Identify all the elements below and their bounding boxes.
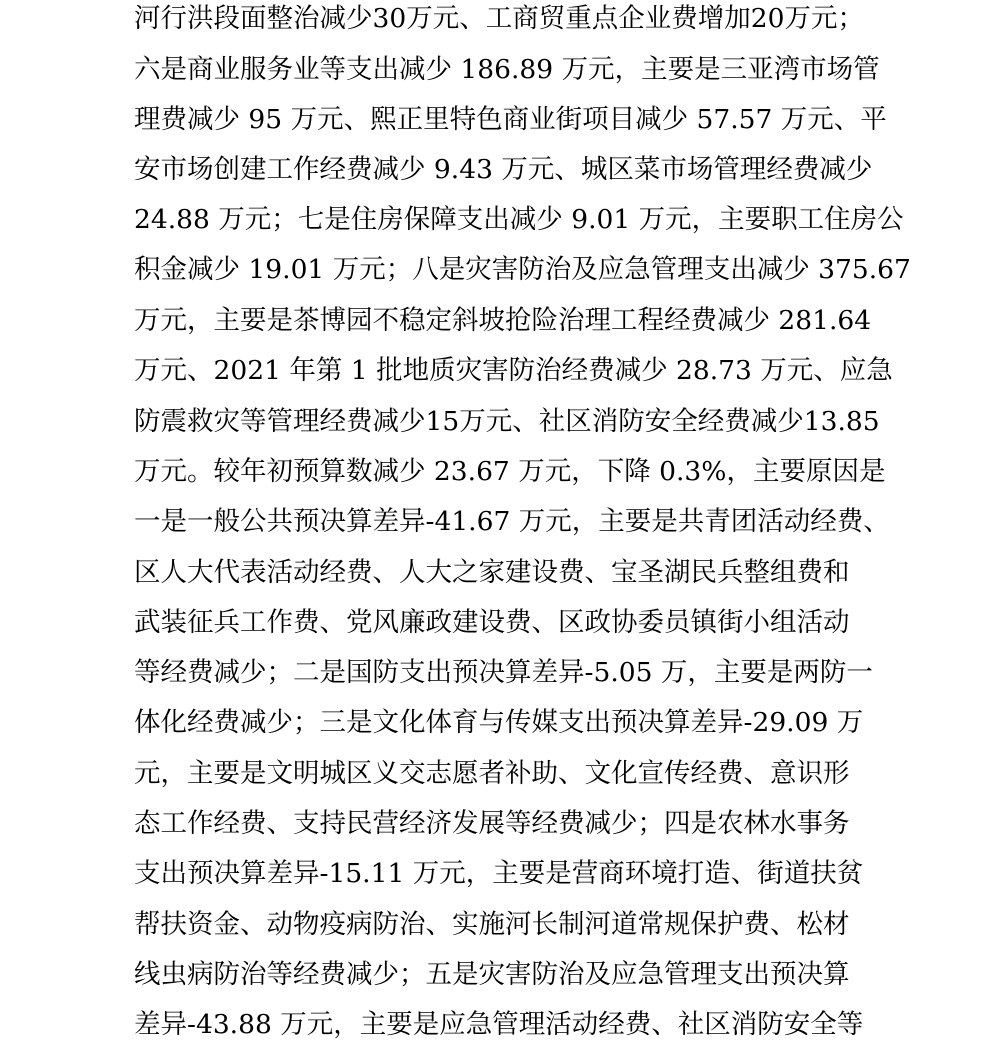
text-line: 支出预决算差异-15.11 万元，主要是营商环境打造、街道扶贫	[134, 858, 864, 889]
text-line: 理费减少 95 万元、熙正里特色商业街项目减少 57.57 万元、平	[134, 104, 887, 135]
text-line: 24.88 万元；七是住房保障支出减少 9.01 万元，主要职工住房公	[134, 204, 904, 235]
text-line: 态工作经费、支持民营经济发展等经费减少；四是农林水事务	[134, 808, 850, 839]
text-line: 线虫病防治等经费减少；五是灾害防治及应急管理支出预决算	[134, 959, 850, 990]
text-line: 一是一般公共预决算差异-41.67 万元，主要是共青团活动经费、	[134, 506, 890, 537]
text-line: 万元，主要是茶博园不稳定斜坡抢险治理工程经费减少 281.64	[134, 305, 872, 336]
text-line: 元，主要是文明城区义交志愿者补助、文化宣传经费、意识形	[134, 758, 850, 789]
text-line: 差异-43.88 万元，主要是应急管理活动经费、社区消防安全等	[134, 1009, 864, 1040]
text-line: 六是商业服务业等支出减少 186.89 万元，主要是三亚湾市场管	[134, 54, 880, 85]
text-line: 防震救灾等管理经费减少15万元、社区消防安全经费减少13.85	[134, 406, 880, 437]
text-line: 区人大代表活动经费、人大之家建设费、宝圣湖民兵整组费和	[134, 557, 850, 588]
text-line: 万元。较年初预算数减少 23.67 万元，下降 0.3%，主要原因是	[134, 456, 886, 487]
text-line: 万元、2021 年第 1 批地质灾害防治经费减少 28.73 万元、应急	[134, 355, 893, 386]
text-line: 安市场创建工作经费减少 9.43 万元、城区菜市场管理经费减少	[134, 154, 873, 185]
text-line: 河行洪段面整治减少30万元、工商贸重点企业费增加20万元；	[134, 3, 864, 34]
text-line: 帮扶资金、动物疫病防治、实施河长制河道常规保护费、松材	[134, 909, 850, 940]
text-line: 等经费减少；二是国防支出预决算差异-5.05 万，主要是两防一	[134, 657, 873, 688]
text-line: 体化经费减少；三是文化体育与传媒支出预决算差异-29.09 万	[134, 707, 864, 738]
text-line: 武装征兵工作费、党风廉政建设费、区政协委员镇街小组活动	[134, 607, 850, 638]
text-line: 积金减少 19.01 万元；八是灾害防治及应急管理支出减少 375.67	[134, 254, 911, 285]
